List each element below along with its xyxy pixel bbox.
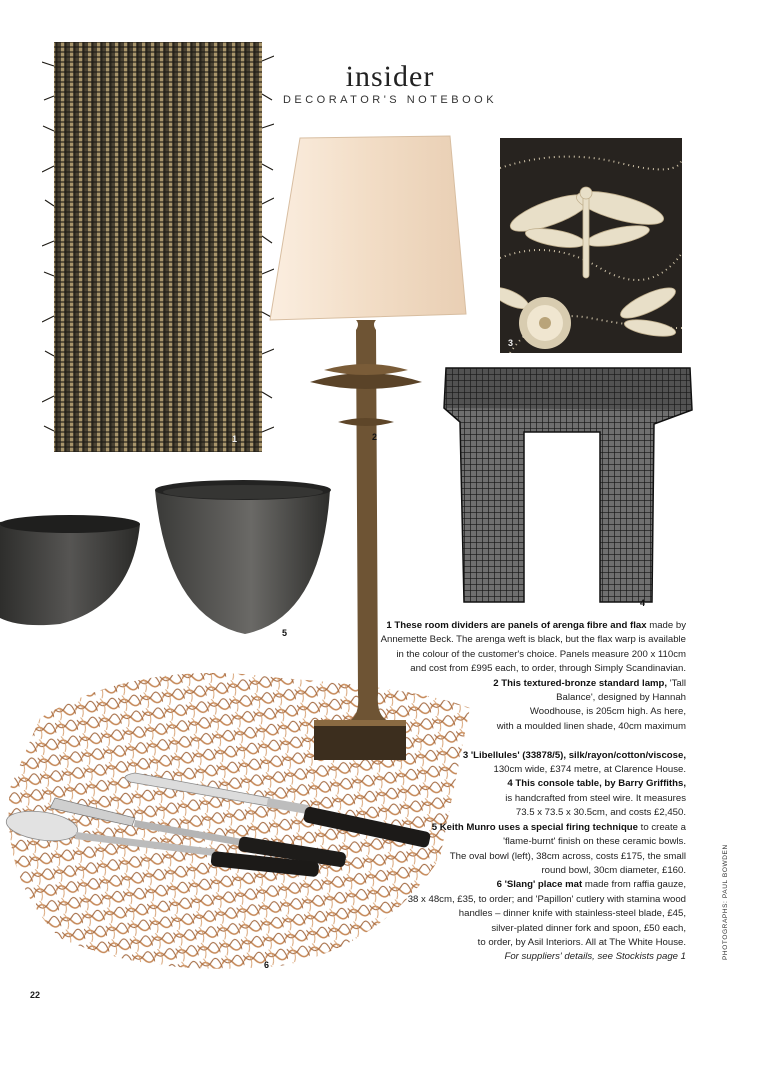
- room-divider-photo: [42, 36, 274, 458]
- caption-line: with a moulded linen shade, 40cm maximum: [496, 720, 686, 732]
- caption-1-lead: 1 These room dividers are panels of arenga fibre and flax: [386, 620, 647, 631]
- photo-credit: [722, 844, 736, 960]
- caption-line: is handcrafted from steel wire. It measures: [505, 792, 686, 804]
- caption-line: Annemette Beck. The arenga weft is black, but the flax warp is available: [380, 634, 686, 646]
- caption-line: in the colour of the customer's choice. Panels measure 200 x 110cm: [396, 648, 686, 660]
- caption-line: Balance', designed by Hannah: [556, 692, 686, 704]
- figure-number-3: 3: [508, 338, 514, 348]
- caption-line: silver-plated dinner fork and spoon, £50 each,: [491, 922, 686, 934]
- figure-number-1: 1: [232, 434, 238, 444]
- figure-number-2: 2: [372, 432, 378, 442]
- caption-line: round bowl, 30cm diameter, £160.: [541, 864, 686, 876]
- stockists-note: For suppliers' details, see Stockists page 1: [504, 951, 686, 963]
- caption-5-lead: 5 Keith Munro uses a special firing technique: [431, 821, 638, 833]
- caption-1-text: made by: [646, 620, 686, 631]
- captions-block: [330, 619, 686, 965]
- caption-6-text: made from raffia gauze,: [582, 879, 686, 891]
- caption-line: 'flame-burnt' finish on these ceramic bowls.: [503, 836, 686, 848]
- console-table-photo: [440, 362, 696, 610]
- caption-line: to order, by Asil Interiors. All at The White House.: [477, 936, 686, 948]
- photo-credit-text: PHOTOGRAPHS: PAUL BOWDEN: [722, 844, 729, 960]
- caption-line: 73.5 x 73.5 x 30.5cm, and costs £2,450.: [515, 807, 686, 819]
- caption-2-lead: 2 This textured-bronze standard lamp,: [493, 677, 668, 689]
- caption-3-lead: 3 'Libellules' (33878/5), silk/rayon/cotton/viscose,: [462, 749, 686, 761]
- caption-line: and cost from £995 each, to order, through Simply Scandinavian.: [410, 663, 686, 675]
- caption-6-lead: 6 'Slang' place mat: [496, 879, 583, 891]
- caption-line: [330, 878, 686, 892]
- caption-4-lead: 4 This console table, by Barry Griffiths,: [507, 778, 686, 790]
- caption-2-text: 'Tall: [667, 677, 686, 689]
- figure-number-5: 5: [282, 628, 288, 638]
- figure-number-4: 4: [640, 598, 646, 608]
- masthead: [270, 62, 510, 106]
- libellules-fabric-photo: [500, 138, 682, 353]
- caption-line: 130cm wide, £374 metre, at Clarence House.: [493, 764, 686, 776]
- caption-line: 38 x 48cm, £35, to order; and 'Papillon' cutlery with stamina wood: [407, 893, 686, 905]
- caption-line: The oval bowl (left), 38cm across, costs £175, the small: [449, 850, 686, 862]
- caption-line: [330, 821, 686, 835]
- section-subtitle: DECORATOR'S NOTEBOOK: [282, 94, 498, 106]
- section-title: insider: [345, 60, 435, 93]
- caption-line: handles – dinner knife with stainless-steel blade, £45,: [458, 908, 686, 920]
- caption-5-text: to create a: [638, 821, 686, 833]
- caption-line: [330, 619, 686, 633]
- caption-line: Woodhouse, is 205cm high. As here,: [529, 706, 686, 718]
- caption-line: [330, 777, 686, 791]
- caption-line: [330, 749, 686, 763]
- figure-number-6: 6: [264, 960, 270, 970]
- caption-line: [330, 677, 686, 691]
- page-number: 22: [30, 990, 41, 1000]
- caption-line: [330, 734, 686, 748]
